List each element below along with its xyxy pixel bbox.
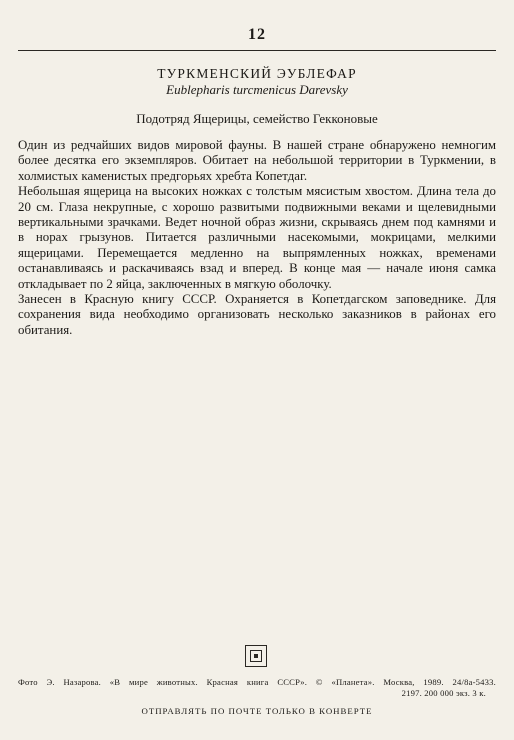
paragraph-distribution: Один из редчайших видов мировой фауны. В нашей стране обнаружено немногим более десятка его экземпляров. Обитает на небольшой территории в Туркмении, в холмистых каменистых предгорьях хребта Копетдаг. bbox=[18, 138, 496, 183]
taxonomy-line: Подотряд Ящерицы, семейство Гекконовые bbox=[136, 111, 378, 126]
description bbox=[18, 138, 496, 338]
latin-name: Eublepharis turcmenicus Darevsky bbox=[166, 82, 348, 97]
paragraph-biology: Небольшая ящерица на высоких ножках с толстым мясистым хвостом. Длина тела до 20 см. Глаза некрупные, с хорошо развитыми подвижными веками и щелевидными вертикальными зрачками. Ведет ночной образ жизни, скрываясь днем под камнями и в норах грызунов. Питается различными насекомыми, мокрицами, мелкими ящерицами. Перемещается медленно на выпрямленных ножках, временами останавливаясь и раскачиваясь взад и вперед. В конце мая — начале июня самка откладывает по 2 яйца, заключенных в мягкую оболочку. bbox=[18, 184, 496, 291]
mail-instruction: ОТПРАВЛЯТЬ ПО ПОЧТЕ ТОЛЬКО В КОНВЕРТЕ bbox=[141, 706, 373, 716]
header-rule bbox=[18, 50, 496, 51]
credits-line-2: 2197. 200 000 экз. 3 к. bbox=[401, 687, 486, 698]
credits bbox=[18, 677, 496, 698]
credits-line-1: Фото Э. Назарова. «В мире животных. Красная книга СССР». © «Планета». Москва, 1989. 24/8а-5433. bbox=[18, 677, 496, 687]
publisher-logo-icon bbox=[245, 645, 267, 667]
paragraph-protection: Занесен в Красную книгу СССР. Охраняется в Копетдагском заповеднике. Для сохранения вида необходимо организовать несколько заказников в районах его обитания. bbox=[18, 292, 496, 337]
page-number: 12 bbox=[248, 26, 266, 43]
species-title: ТУРКМЕНСКИЙ ЭУБЛЕФАР bbox=[157, 66, 357, 81]
